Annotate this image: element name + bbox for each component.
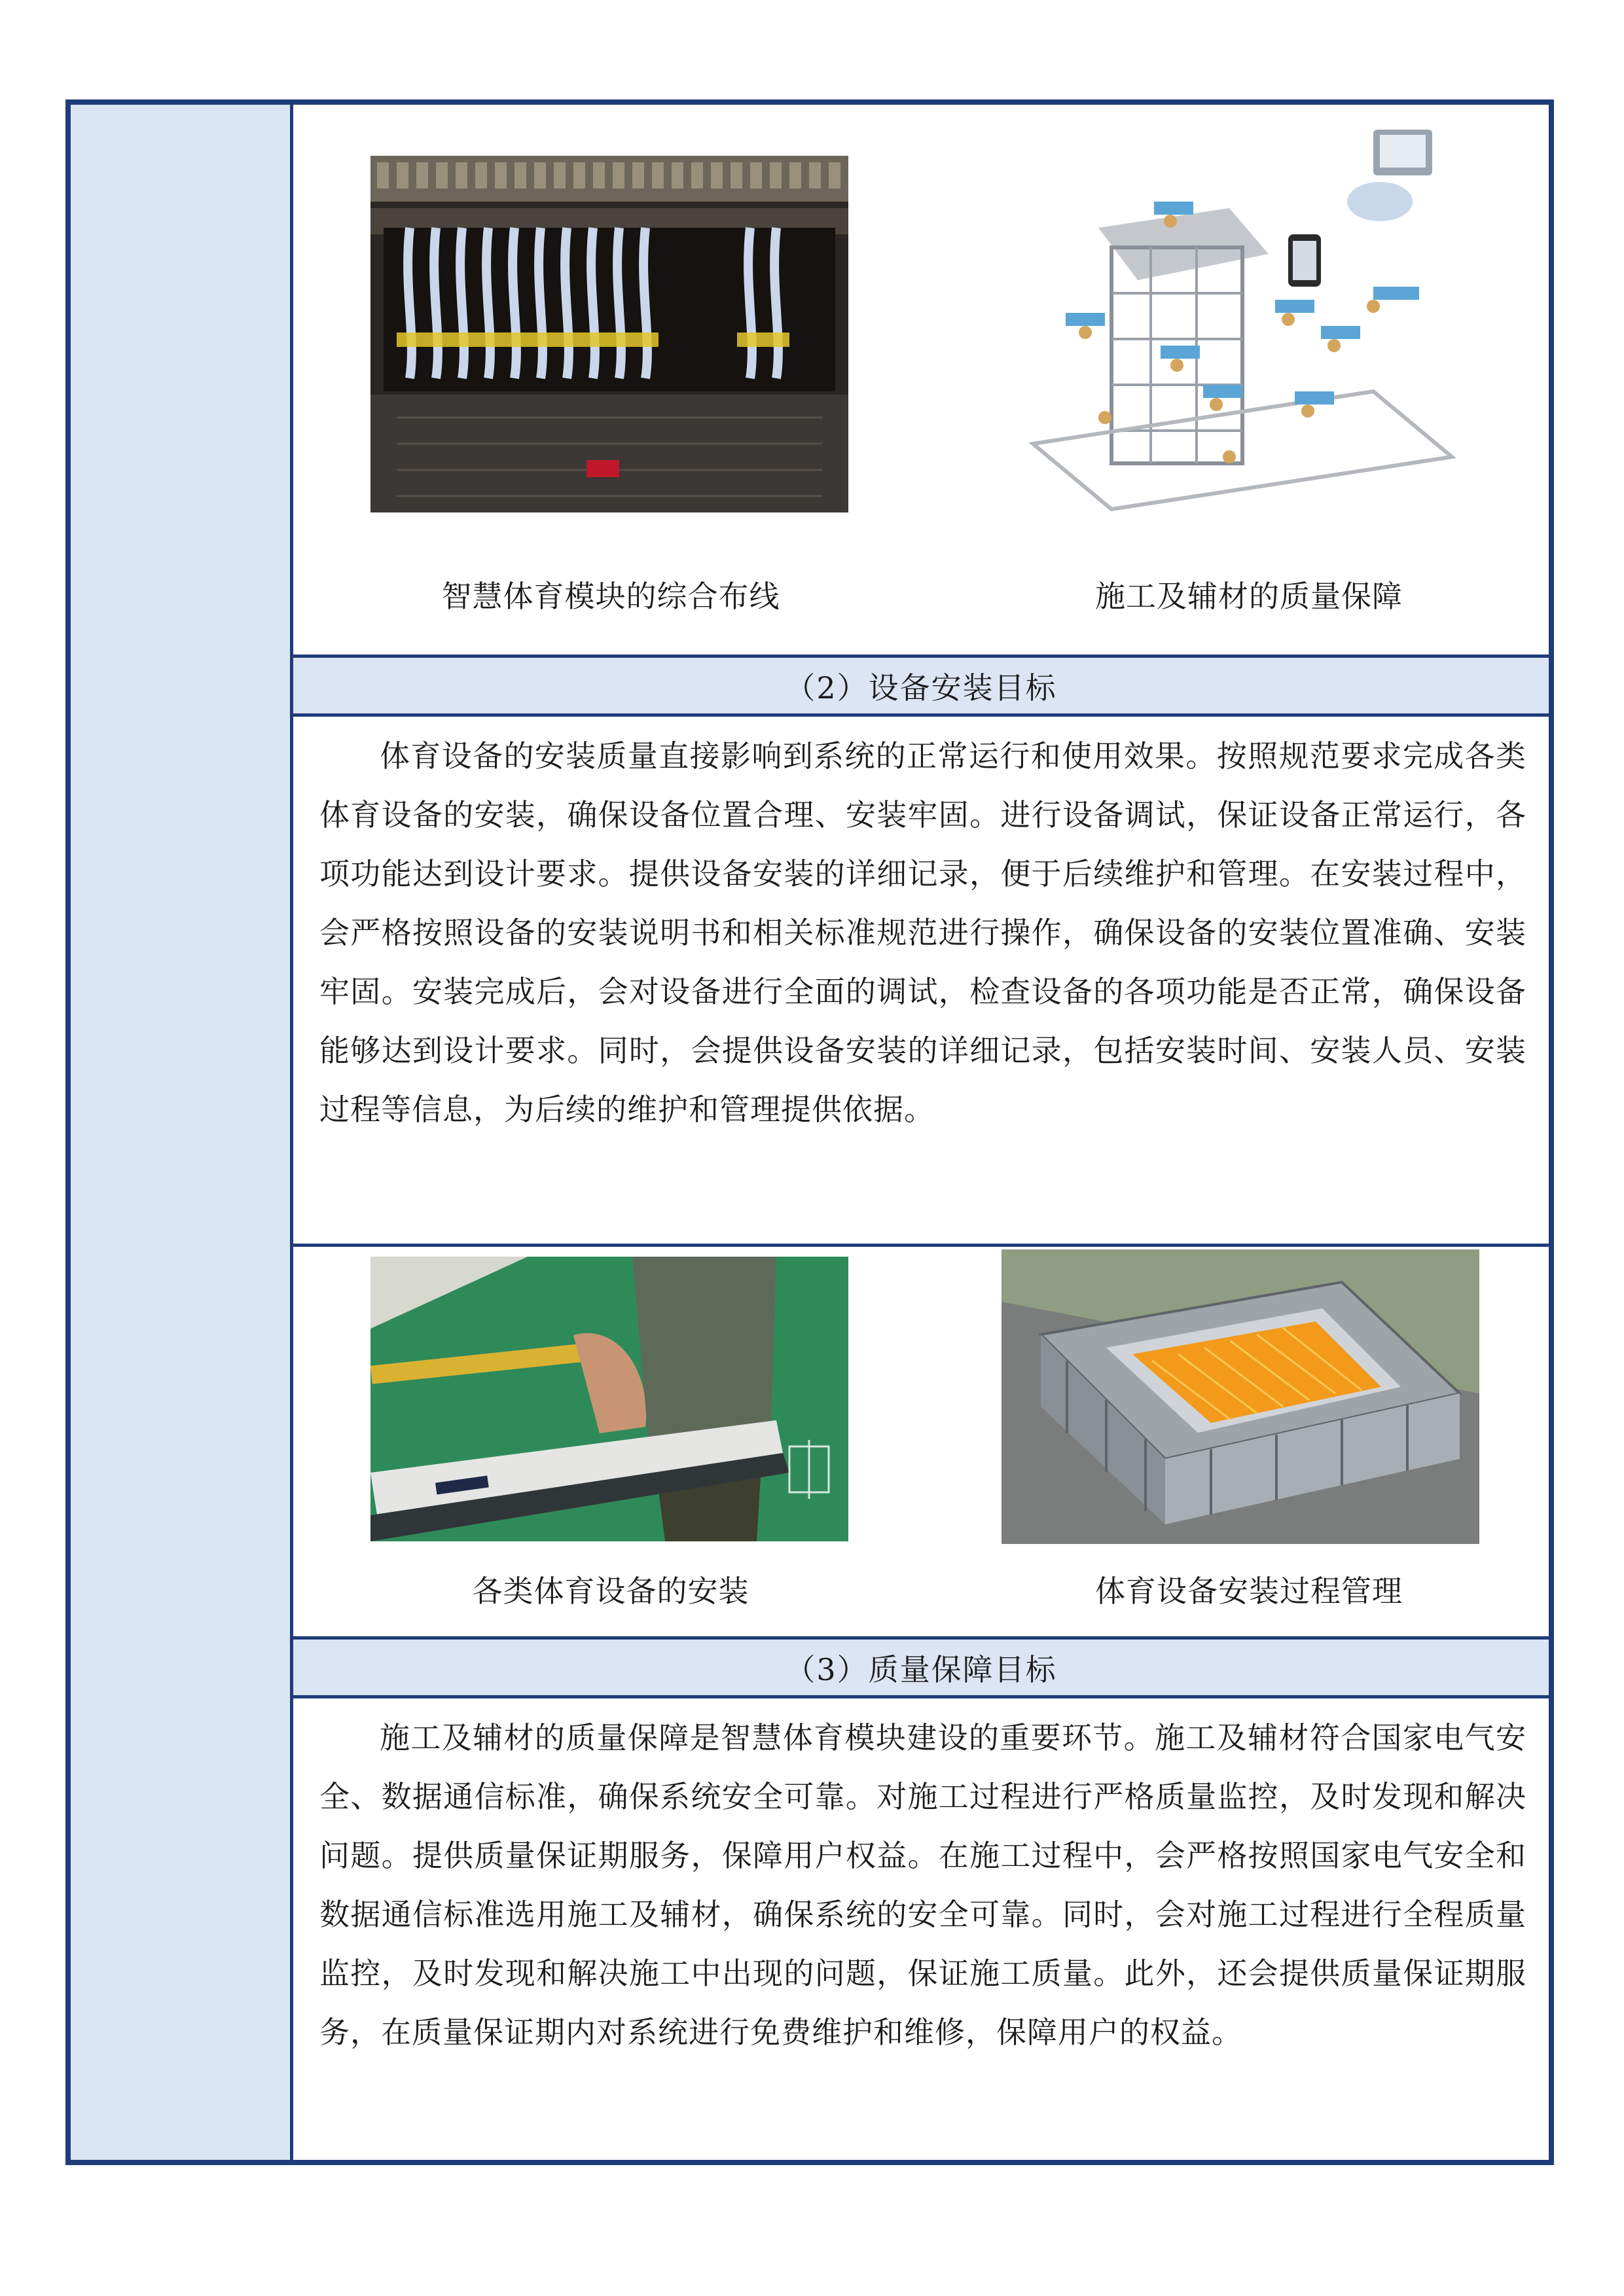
section-body bbox=[293, 1695, 1549, 2160]
figure-row-2 bbox=[293, 1244, 1549, 1636]
cable-rack-photo bbox=[370, 156, 848, 512]
figure-caption: 智慧体育模块的综合布线 bbox=[441, 579, 780, 614]
left-label-column bbox=[71, 105, 293, 2160]
paragraph: 施工及辅材的质量保障是智慧体育模块建设的重要环节。施工及辅材符合国家电气安全、数据通信标准，确保系统安全可靠。对施工过程进行严格质量监控，及时发现和解决问题。提供质量保证期服务，保障用户权益。在施工过程中，会严格按照国家电气安全和数据通信标准选用施工及辅材，确保系统的安全可靠。同时，会对施工过程进行全程质量监控，及时发现和解决施工中出现的问题，保证施工质量。此外，还会提供质量保证期服务，在质量保证期内对系统进行免费维护和维修，保障用户的权益。 bbox=[319, 1720, 1526, 2050]
building-iot-diagram bbox=[1007, 117, 1465, 516]
figure-caption: 体育设备安装过程管理 bbox=[1095, 1573, 1403, 1609]
document-table bbox=[65, 99, 1554, 2165]
paragraph: 体育设备的安装质量直接影响到系统的正常运行和使用效果。按照规范要求完成各类体育设备的安装，确保设备位置合理、安装牢固。进行设备调试，保证设备正常运行，各项功能达到设计要求。提供设备安装的详细记录，便于后续维护和管理。在安装过程中，会严格按照设备的安装说明书和相关标准规范进行操作，确保设备的安装位置准确、安装牢固。安装完成后，会对设备进行全面的调试，检查设备的各项功能是否正常，确保设备能够达到设计要求。同时，会提供设备安装的详细记录，包括安装时间、安装人员、安装过程等信息，为后续的维护和管理提供依据。 bbox=[319, 738, 1526, 1127]
figure-caption: 施工及辅材的质量保障 bbox=[1095, 579, 1403, 614]
equipment-install-photo bbox=[370, 1257, 848, 1541]
figure-caption: 各类体育设备的安装 bbox=[472, 1573, 749, 1609]
section-body bbox=[293, 713, 1549, 1244]
steel-structure-render bbox=[1001, 1249, 1479, 1544]
figure-row-1 bbox=[293, 105, 1549, 655]
section-heading: （2）设备安装目标 bbox=[293, 655, 1549, 713]
section-heading: （3）质量保障目标 bbox=[293, 1636, 1549, 1695]
